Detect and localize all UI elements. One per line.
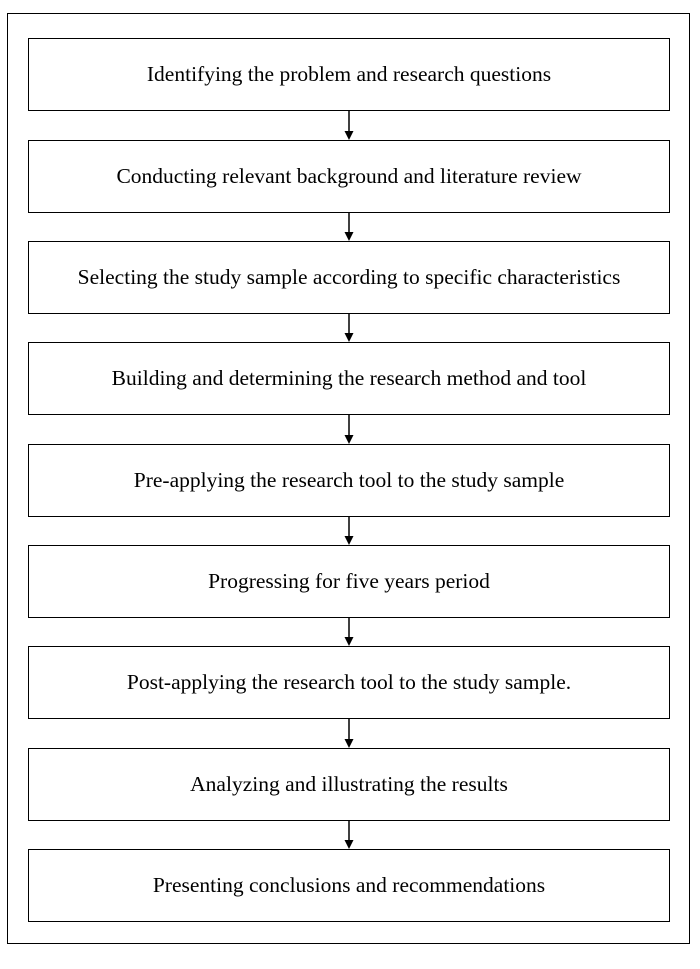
arrow-down-icon (342, 415, 356, 444)
step-box-2 (28, 140, 670, 213)
step-label-9: Presenting conclusions and recommendations (152, 873, 546, 897)
step-label-4: Building and determining the research method and tool (111, 366, 587, 390)
step-box-9 (28, 849, 670, 922)
step-label-6: Progressing for five years period (208, 569, 490, 593)
step-box-5 (28, 444, 670, 517)
step-box-6 (28, 545, 670, 618)
arrow-down-icon (342, 618, 356, 646)
arrow-down-icon (342, 111, 356, 140)
arrow-down-icon (342, 719, 356, 748)
step-label-2: Conducting relevant background and literature review (116, 164, 582, 188)
arrow-down-icon (342, 213, 356, 241)
step-box-4 (28, 342, 670, 415)
arrow-down-icon (342, 821, 356, 849)
arrow-down-icon (342, 517, 356, 545)
step-label-3: Selecting the study sample according to specific characteristics (77, 265, 621, 289)
step-box-1 (28, 38, 670, 111)
arrow-down-icon (342, 314, 356, 342)
step-label-1: Identifying the problem and research questions (146, 62, 552, 86)
step-label-7: Post-applying the research tool to the study sample. (126, 670, 572, 694)
step-label-8: Analyzing and illustrating the results (190, 772, 508, 796)
step-box-7 (28, 646, 670, 719)
step-box-3 (28, 241, 670, 314)
step-label-5: Pre-applying the research tool to the study sample (133, 468, 565, 492)
step-box-8 (28, 748, 670, 821)
